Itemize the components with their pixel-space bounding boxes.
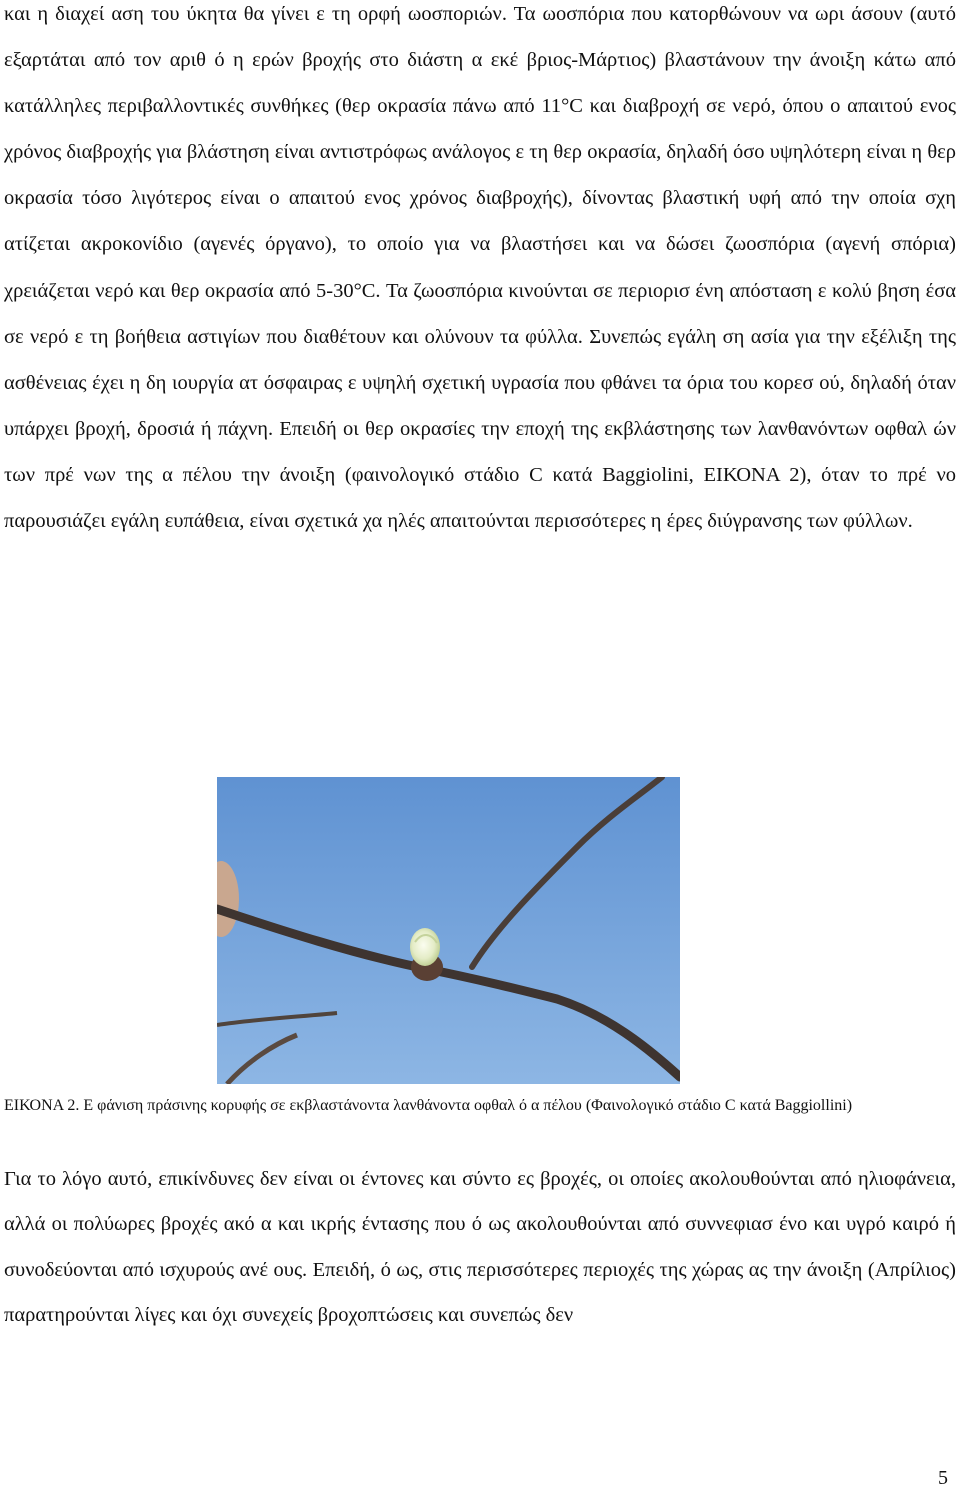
- grapevine-bud-photo: [217, 777, 680, 1084]
- body-paragraph-1: [4, 0, 956, 544]
- body-paragraph-2: [4, 1157, 956, 1338]
- paragraph-text: και η διαχεί αση του ύκητα θα γίνει ε τη ορφή ωοσποριών. Τα ωοσπόρια που κατορθώνουν να ωρι άσουν (αυτό εξαρτάται από τον αριθ ό η ερών βροχής στο διάστη α εκέ βριος-Μάρτιος) βλαστάνουν την άνοιξη κάτω από κατάλληλες περιβαλλοντικές συνθήκες (θερ οκρασία πάνω από 11°C και διαβροχή σε νερό, όπου ο απαιτού ενος χρόνος διαβροχής για βλάστηση είναι αντιστρόφως ανάλογος ε τη θερ οκρασία, δηλαδή όσο υψηλότερη είναι η θερ οκρασία τόσο λιγότερος είναι ο απαιτού ενος χρόνος διαβροχής), δίνοντας βλαστική υφή από την οποία σχη ατίζεται ακροκονίδιο (αγενές όργανο), το οποίο για να βλαστήσει και να δώσει ζωοσπόρια (αγενή σπόρια) χρειάζεται νερό και θερ οκρασία από 5-30°C. Τα ζωοσπόρια κινούνται σε περιορισ ένη απόσταση ε κολύ βηση έσα σε νερό ε τη βοήθεια αστιγίων που διαθέτουν και ολύνουν τα φύλλα. Συνεπώς εγάλη ση ασία για την εξέλιξη της ασθένειας έχει η δη ιουργία ατ όσφαιρας ε υψηλή σχετική υγρασία που φθάνει τα όρια του κορεσ ού, δηλαδή όταν υπάρχει βροχή, δροσιά ή πάχνη. Επειδή οι θερ οκρασίες την εποχή της εκβλάστησης των λανθανόντων οφθαλ ών των πρέ νων της α πέλου την άνοιξη (φαινολογικό στάδιο C κατά Baggiolini, ΕΙΚΟΝΑ 2), όταν το πρέ νο παρουσιάζει εγάλη ευπάθεια, είναι σχετικά χα ηλές απαιτούνται περισσότερες η έρες διύγρανσης των φύλλων.: [4, 3, 956, 533]
- paragraph-text: Για το λόγο αυτό, επικίνδυνες δεν είναι οι έντονες και σύντο ες βροχές, οι οποίες ακολουθούνται από ηλιοφάνεια, αλλά οι πολύωρες βροχές ακό α και ικρής έντασης που ό ως ακολουθούνται από συννεφιασ ένο και υγρό καιρό ή συνοδεύονται από ισχυρούς ανέ ους. Επειδή, ό ως, στις περισσότερες περιοχές της χώρας ας την άνοιξη (Απρίλιος) παρατηρούνται λίγες και όχι συνεχείς βροχοπτώσεις και συνεπώς δεν: [4, 1168, 956, 1326]
- page-number: 5: [938, 1467, 948, 1489]
- figure-photo-grapevine-bud: [217, 777, 680, 1084]
- figure-caption: ΕΙΚΟΝΑ 2. Ε φάνιση πράσινης κορυφής σε εκβλαστάνοντα λανθάνοντα οφθαλ ό α πέλου (Φαινολογικό στάδιο C κατά Baggiollini): [4, 1097, 853, 1114]
